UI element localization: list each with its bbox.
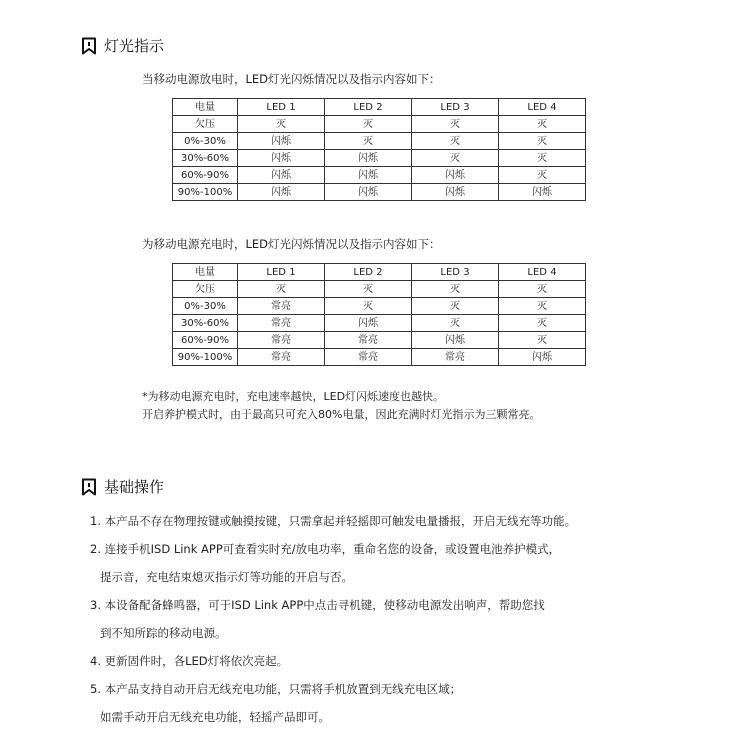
led-state-cell: 闪烁 — [325, 167, 412, 184]
step-item-continued: 如需手动开启无线充电功能，轻摇产品即可。 — [100, 710, 330, 724]
header-cell: LED 2 — [325, 99, 412, 116]
led-state-cell: 闪烁 — [499, 184, 586, 201]
led-state-cell: 灭 — [238, 116, 325, 133]
header-cell: LED 4 — [499, 99, 586, 116]
step-item: 5. 本产品支持自动开启无线充电功能，只需将手机放置到无线充电区域； — [90, 682, 462, 696]
table-row — [173, 150, 586, 167]
table-header-row — [173, 264, 586, 281]
header-cell: LED 1 — [238, 99, 325, 116]
level-cell: 30%-60% — [173, 315, 238, 332]
led-state-cell: 闪烁 — [412, 184, 499, 201]
led-state-cell: 灭 — [412, 133, 499, 150]
level-cell: 0%-30% — [173, 133, 238, 150]
bookmark-icon — [80, 37, 98, 55]
led-state-cell: 灭 — [325, 116, 412, 133]
level-cell: 欠压 — [173, 281, 238, 298]
table-row — [173, 133, 586, 150]
table-row — [173, 116, 586, 133]
led-state-cell: 灭 — [238, 281, 325, 298]
care-mode-note: 开启养护模式时，由于最高只可充入80%电量，因此充满时灯光指示为三颗常亮。 — [142, 408, 541, 421]
led-state-cell: 常亮 — [238, 298, 325, 315]
table-row — [173, 167, 586, 184]
level-cell: 60%-90% — [173, 332, 238, 349]
charge-speed-note: *为移动电源充电时，充电速率越快，LED灯闪烁速度也越快。 — [142, 390, 445, 403]
level-cell: 90%-100% — [173, 349, 238, 366]
header-cell: LED 3 — [412, 264, 499, 281]
led-state-cell: 灭 — [325, 281, 412, 298]
led-state-cell: 常亮 — [238, 349, 325, 366]
led-state-cell: 灭 — [499, 332, 586, 349]
level-cell: 欠压 — [173, 116, 238, 133]
step-item-continued: 到不知所踪的移动电源。 — [100, 626, 227, 640]
led-state-cell: 闪烁 — [325, 315, 412, 332]
level-cell: 60%-90% — [173, 167, 238, 184]
table-row — [173, 298, 586, 315]
step-item: 4. 更新固件时，各LED灯将依次亮起。 — [90, 654, 289, 668]
charge-led-table — [172, 263, 586, 366]
led-state-cell: 常亮 — [325, 332, 412, 349]
led-state-cell: 闪烁 — [499, 349, 586, 366]
step-item: 3. 本设备配备蜂鸣器，可于ISD Link APP中点击寻机键，使移动电源发出响声，帮助您找 — [90, 598, 545, 612]
level-cell: 30%-60% — [173, 150, 238, 167]
header-cell: LED 2 — [325, 264, 412, 281]
table-row — [173, 184, 586, 201]
led-state-cell: 灭 — [499, 298, 586, 315]
led-state-cell: 常亮 — [238, 315, 325, 332]
table-row — [173, 315, 586, 332]
led-state-cell: 闪烁 — [412, 332, 499, 349]
led-state-cell: 灭 — [499, 133, 586, 150]
table-header-row — [173, 99, 586, 116]
step-item: 2. 连接手机ISD Link APP可查看实时充/放电功率，重命名您的设备，或设置电池养护模式， — [90, 542, 561, 556]
table-row — [173, 349, 586, 366]
discharge-intro: 当移动电源放电时，LED灯光闪烁情况以及指示内容如下： — [142, 72, 441, 86]
section-header-basic-operation — [80, 476, 164, 497]
led-state-cell: 灭 — [325, 133, 412, 150]
bookmark-icon — [80, 478, 98, 496]
led-state-cell: 灭 — [499, 281, 586, 298]
led-state-cell: 灭 — [499, 150, 586, 167]
led-state-cell: 闪烁 — [238, 167, 325, 184]
led-state-cell: 灭 — [499, 167, 586, 184]
header-cell: 电量 — [173, 99, 238, 116]
led-state-cell: 灭 — [412, 116, 499, 133]
led-state-cell: 灭 — [499, 116, 586, 133]
led-state-cell: 灭 — [412, 298, 499, 315]
table-row — [173, 332, 586, 349]
led-state-cell: 灭 — [412, 150, 499, 167]
led-state-cell: 常亮 — [325, 349, 412, 366]
charge-intro: 为移动电源充电时，LED灯光闪烁情况以及指示内容如下： — [142, 237, 441, 251]
level-cell: 0%-30% — [173, 298, 238, 315]
section-title: 灯光指示 — [104, 37, 165, 55]
led-state-cell: 常亮 — [412, 349, 499, 366]
led-state-cell: 闪烁 — [325, 150, 412, 167]
led-state-cell: 灭 — [412, 281, 499, 298]
discharge-led-table — [172, 98, 586, 201]
led-state-cell: 闪烁 — [238, 150, 325, 167]
led-state-cell: 灭 — [412, 315, 499, 332]
led-state-cell: 常亮 — [238, 332, 325, 349]
led-state-cell: 灭 — [325, 298, 412, 315]
led-state-cell: 闪烁 — [238, 184, 325, 201]
led-state-cell: 灭 — [499, 315, 586, 332]
led-state-cell: 闪烁 — [238, 133, 325, 150]
led-state-cell: 闪烁 — [325, 184, 412, 201]
header-cell: 电量 — [173, 264, 238, 281]
header-cell: LED 4 — [499, 264, 586, 281]
section-header-light-indicator — [80, 35, 164, 56]
section-title: 基础操作 — [104, 478, 165, 496]
table-row — [173, 281, 586, 298]
header-cell: LED 3 — [412, 99, 499, 116]
step-item-continued: 提示音，充电结束熄灭指示灯等功能的开启与否。 — [100, 570, 353, 584]
led-state-cell: 闪烁 — [412, 167, 499, 184]
header-cell: LED 1 — [238, 264, 325, 281]
step-item: 1. 本产品不存在物理按键或触摸按键，只需拿起并轻摇即可触发电量播报，开启无线充等功能。 — [90, 514, 577, 528]
level-cell: 90%-100% — [173, 184, 238, 201]
